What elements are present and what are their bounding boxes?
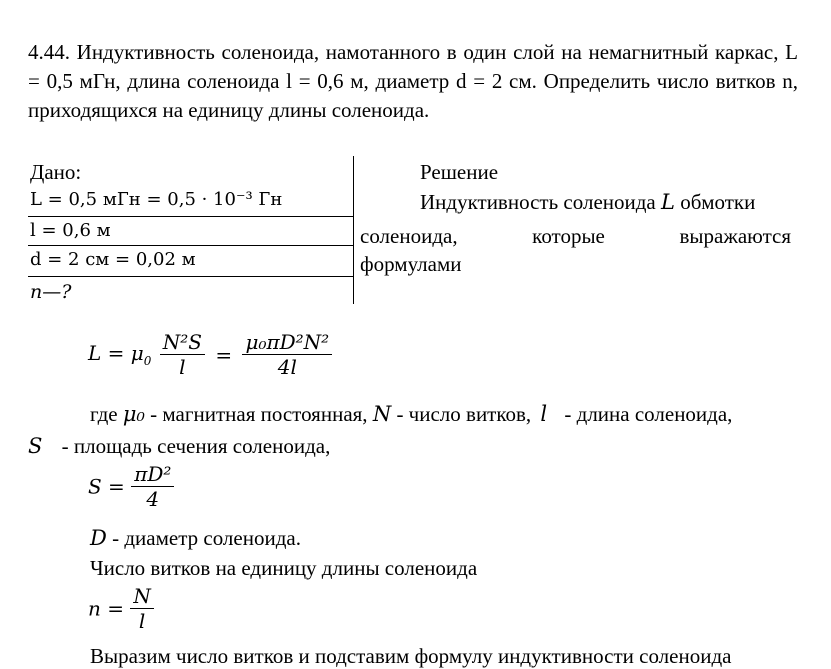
given-diameter: d = 2 см = 0,02 м xyxy=(30,249,196,270)
formula2-fraction: $\frac{\text{πD²}}{4}$ xyxy=(131,462,174,511)
find-quantity: n—? xyxy=(30,281,72,303)
where-line xyxy=(90,402,732,427)
formula1-fraction1: $\frac{\text{N²S}}{l}$ xyxy=(160,330,205,379)
given-inductance: L = 0,5 мГн = 0,5 · 10⁻³ Гн xyxy=(30,189,283,210)
problem-statement: 4.44. Индуктивность соленоида, намотанного в один слой на немагнитный каркас, L = 0,5 мГн, длина соленоида l = 0,6 м, диаметр d = 2 см. Определить число витков n, приходящихся на единицу длины соленоида. xyxy=(28,40,798,122)
formula3-fraction: $\frac{N}{l}$ xyxy=(130,584,154,633)
given-divider-2 xyxy=(28,245,353,246)
diameter-line xyxy=(90,526,301,551)
area-text: - площадь сечения соленоида, xyxy=(61,434,331,458)
last-line: Выразим число витков и подставим формулу индуктивности соленоида xyxy=(90,644,732,668)
where-symbol-N: N xyxy=(372,402,392,426)
given-length: l = 0,6 м xyxy=(30,220,111,241)
formula1-equals: = xyxy=(215,342,233,367)
solution-title: Решение xyxy=(420,160,499,184)
area-symbol-S: S xyxy=(28,434,43,458)
where-text-b: - магнитная постоянная, xyxy=(150,402,368,426)
where-text-c: - число витков, xyxy=(396,402,532,426)
turns-per-length-text: Число витков на единицу длины соленоида xyxy=(90,556,478,580)
given-divider-1 xyxy=(28,216,353,217)
formula1-fraction2: $\frac{\text{μ₀πD²N²}}{4l}$ xyxy=(242,330,332,379)
area-line xyxy=(28,434,330,459)
given-vertical-divider xyxy=(353,156,354,304)
where-symbol-mu: μ₀ xyxy=(122,402,145,426)
given-title: Дано: xyxy=(30,160,82,184)
formula-area xyxy=(88,462,174,511)
solution-intro-line1 xyxy=(420,190,755,215)
solution-intro-line3: формулами xyxy=(360,252,462,276)
formula2-lhs: S = xyxy=(88,474,125,499)
formula3-lhs: n = xyxy=(88,596,124,621)
formula-inductance xyxy=(88,330,332,379)
formula1-lhs: $L = \mu_0$ xyxy=(88,341,152,368)
intro-text-b: обмотки xyxy=(680,190,756,214)
formula-turns xyxy=(88,584,154,633)
where-symbol-l: l xyxy=(540,402,548,426)
given-divider-3 xyxy=(28,276,353,277)
intro-text-a: Индуктивность соленоида xyxy=(420,190,656,214)
diameter-text: - диаметр соленоида. xyxy=(112,526,301,550)
where-text-d: - длина соленоида, xyxy=(564,402,733,426)
diameter-symbol-D: D xyxy=(90,526,107,550)
intro-symbol-L: L xyxy=(661,190,675,214)
solution-intro-line2: соленоида, которые выражаются xyxy=(360,224,791,248)
where-text-a: где xyxy=(90,402,118,426)
